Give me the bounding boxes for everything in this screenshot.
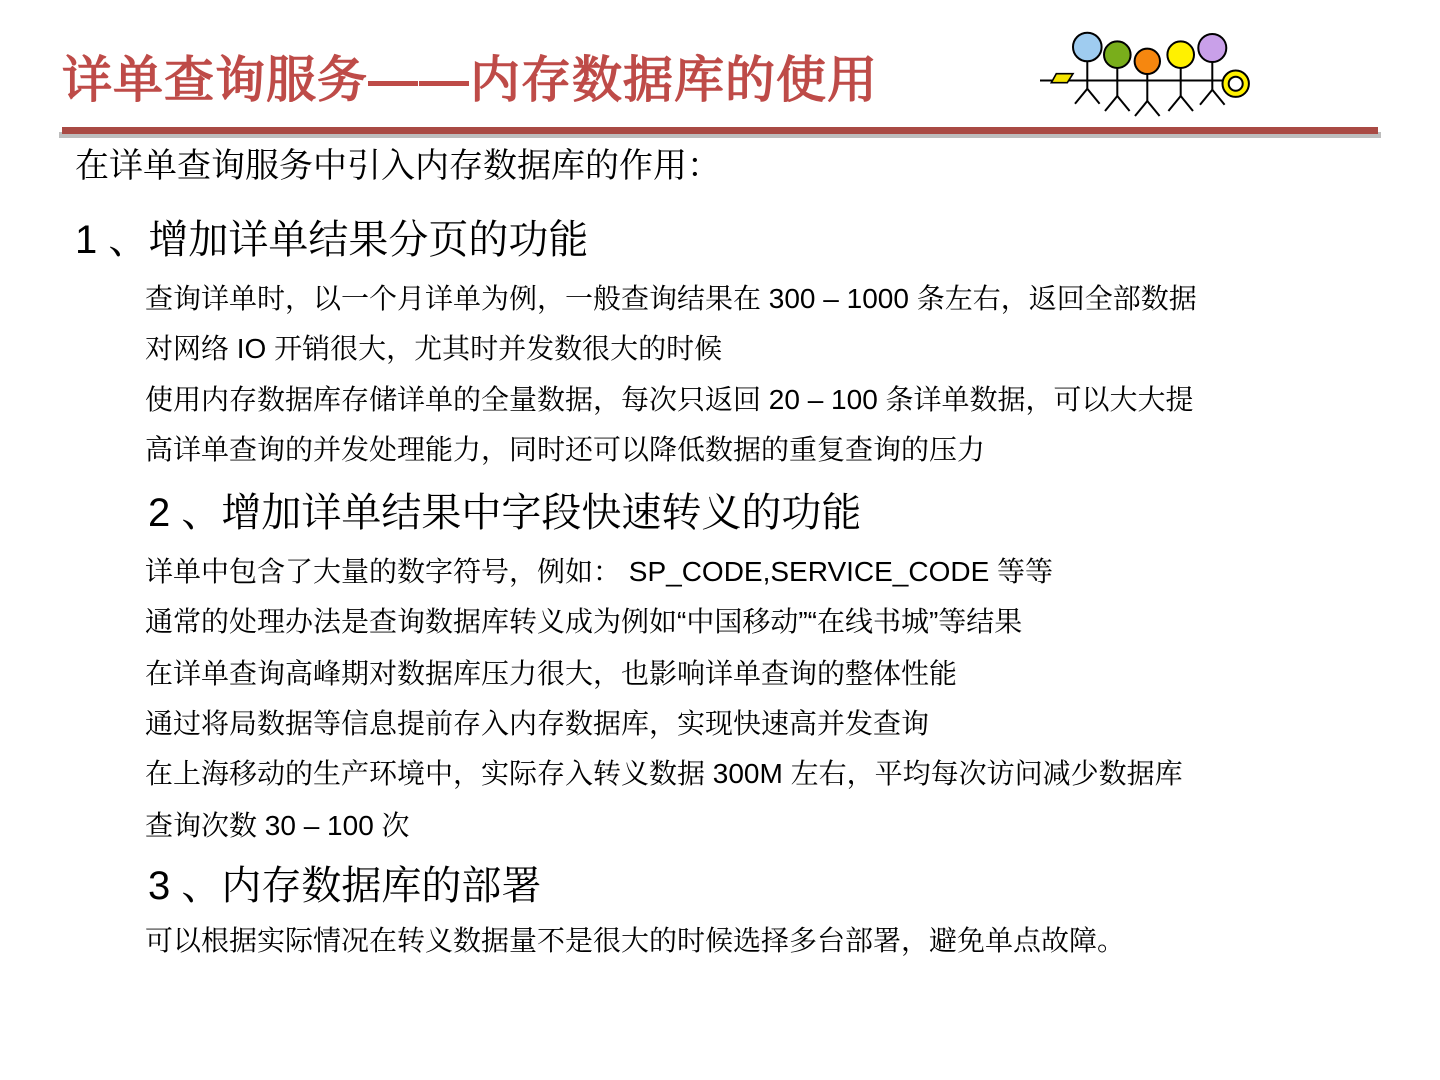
section-2-heading: 2 、增加详单结果中字段快速转义的功能 (148, 491, 862, 535)
stick-figure (1200, 62, 1225, 105)
figure-head-icon (1135, 49, 1160, 74)
body-line: 高详单查询的并发处理能力，同时还可以降低数据的重复查询的压力 (145, 434, 986, 465)
ring-icon-hole (1229, 77, 1243, 91)
figure-head-icon (1073, 33, 1102, 62)
body-line: 对网络 IO 开销很大，尤其时并发数很大的时候 (145, 333, 723, 364)
section-1-heading: 1 、增加详单结果分页的功能 (75, 218, 589, 262)
stick-figure (1168, 68, 1193, 111)
stick-figure (1075, 61, 1100, 103)
figure-head-icon (1167, 41, 1194, 68)
body-line: 在上海移动的生产环境中，实际存入转义数据 300M 左右，平均每次访问减少数据库 (145, 758, 1183, 789)
body-line: 通常的处理办法是查询数据库转义成为例如“中国移动”“在线书城”等结果 (145, 606, 1023, 637)
body-line: 查询详单时，以一个月详单为例，一般查询结果在 300 – 1000 条左右，返回全部数据 (145, 283, 1197, 314)
stick-figures-logo (1038, 22, 1268, 122)
body-line: 详单中包含了大量的数字符号，例如： SP_CODE,SERVICE_CODE 等等 (145, 556, 1054, 587)
stick-figure (1105, 68, 1130, 111)
body-line: 查询次数 30 – 100 次 (145, 810, 410, 841)
figure-head-icon (1198, 34, 1226, 62)
section-3-heading: 3 、内存数据库的部署 (148, 864, 542, 908)
body-line: 通过将局数据等信息提前存入内存数据库，实现快速高并发查询 (145, 708, 930, 739)
body-line: 可以根据实际情况在转义数据量不是很大的时候选择多台部署，避免单点故障。 (145, 925, 1126, 956)
figure-head-icon (1104, 41, 1131, 68)
title-rule (62, 127, 1378, 134)
intro-text: 在详单查询服务中引入内存数据库的作用： (75, 147, 721, 185)
body-line: 使用内存数据库存储详单的全量数据，每次只返回 20 – 100 条详单数据，可以大大提 (145, 384, 1194, 415)
body-line: 在详单查询高峰期对数据库压力很大，也影响详单查询的整体性能 (145, 658, 958, 689)
page-title: 详单查询服务——内存数据库的使用 (62, 52, 878, 108)
